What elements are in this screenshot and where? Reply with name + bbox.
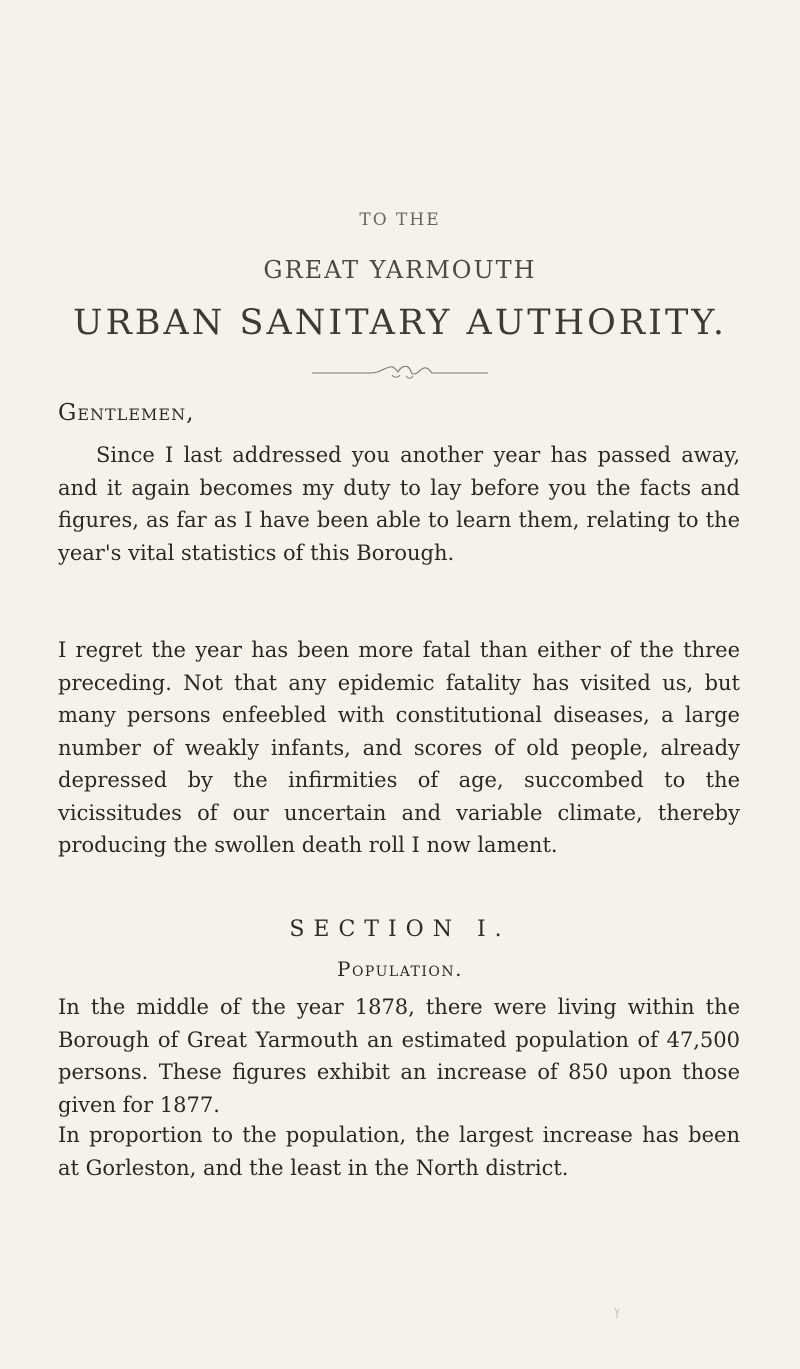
heading-great-yarmouth: GREAT YARMOUTH [263, 256, 537, 284]
decorative-flourish-icon [310, 362, 490, 382]
paragraph-increase: In proportion to the population, the largest increase has been at Gorleston, and the least in the North district. [58, 1123, 740, 1180]
salutation: Gentlemen, [58, 400, 195, 426]
section-title: SECTION I. [289, 917, 511, 942]
paragraph-intro: Since I last addressed you another year has passed away, and it again becomes my duty to lay before you the facts and figures, as far as I have been able to learn them, relating to the year's vital statistics of this Borough. [58, 443, 740, 565]
paragraph-population: In the middle of the year 1878, there were living within the Borough of Great Yarmouth an estimated population of 47,500 persons. These figures exhibit an increase of 850 upon those given for 1877. [58, 995, 740, 1117]
paragraph-regret: I regret the year has been more fatal than either of the three preceding. Not that any epidemic fatality has visited us, but many persons enfeebled with constitutional diseases, a large number of weakly infants, and scores of old people, already depressed by the infirmities of age, succombed to the vicissitudes of our uncertain and variable climate, thereby producing the swollen death roll I now lament. [58, 638, 740, 857]
ink-speck-icon [612, 1306, 622, 1320]
section-subtitle: Population. [336, 957, 463, 981]
heading-to-the: TO THE [359, 210, 441, 230]
heading-urban-sanitary-authority: URBAN SANITARY AUTHORITY. [72, 303, 728, 343]
